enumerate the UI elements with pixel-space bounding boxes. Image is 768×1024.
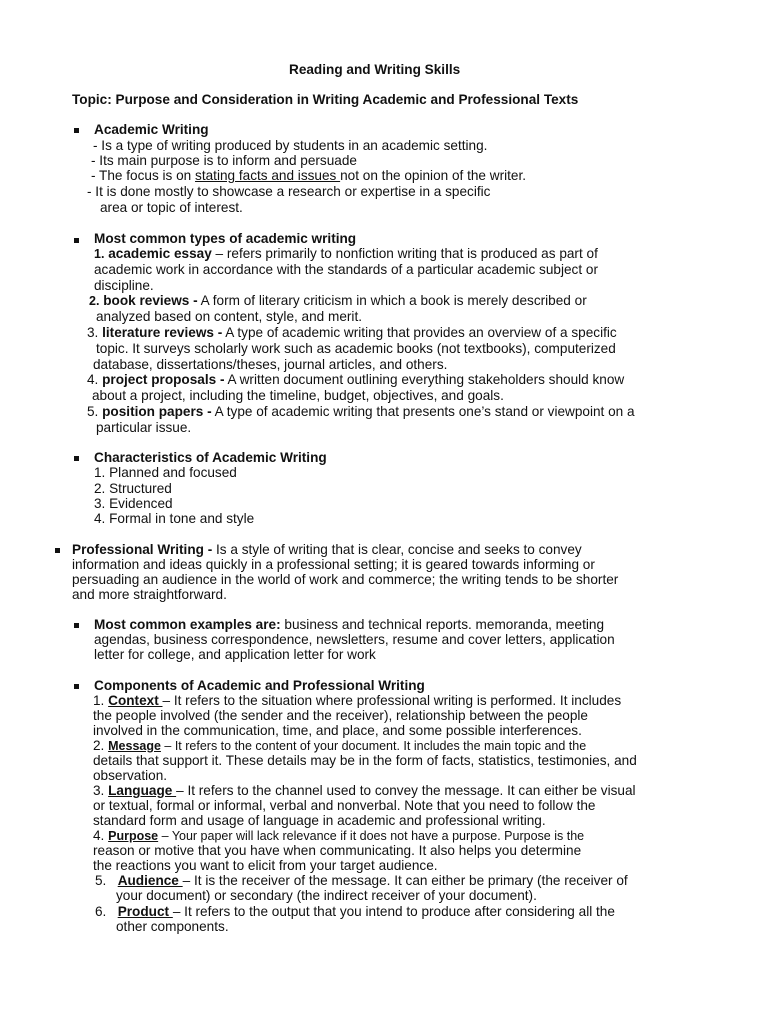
characteristic-item: 3. Evidenced	[94, 496, 173, 511]
academic-writing-line-5: area or topic of interest.	[100, 200, 243, 215]
characteristics-heading: Characteristics of Academic Writing	[94, 450, 327, 465]
component-item-purpose-cont: reason or motive that you have when communicating. It also helps you determine	[93, 843, 582, 858]
component-item-context-cont: the people involved (the sender and the receiver), relationship between the people	[93, 708, 588, 723]
type-item-5: 5. position papers - A type of academic writing that presents one’s stand or viewpoint on a	[87, 404, 635, 419]
component-item-audience: 5. Audience – It is the receiver of the message. It can either be primary (the receiver of	[95, 873, 628, 888]
bullet-icon	[74, 684, 79, 689]
component-item-context-cont: involved in the communication, time, and place, and some possible interferences.	[93, 723, 582, 738]
component-item-message-cont: details that support it. These details may be in the form of facts, statistics, testimonies, and	[93, 753, 637, 768]
type-item-3-cont: database, dissertations/theses, journal articles, and others.	[93, 357, 448, 372]
components-heading: Components of Academic and Professional Writing	[94, 678, 425, 693]
component-item-language: 3. Language – It refers to the channel used to convey the message. It can either be visual	[93, 783, 636, 798]
professional-writing-line-4: and more straightforward.	[72, 587, 227, 602]
component-item-language-cont: standard form and usage of language in academic and professional writing.	[93, 813, 546, 828]
bullet-icon	[74, 238, 79, 243]
type-item-2: 2. book reviews - A form of literary criticism in which a book is merely described or	[89, 293, 587, 308]
type-item-3: 3. literature reviews - A type of academic writing that provides an overview of a specific	[87, 325, 617, 340]
component-item-message: 2. Message – It refers to the content of your document. It includes the main topic and the	[93, 738, 587, 753]
bullet-icon	[55, 548, 60, 553]
type-item-5-cont: particular issue.	[96, 420, 192, 435]
component-item-purpose-cont: the reactions you want to elicit from your target audience.	[93, 858, 438, 873]
bullet-icon	[74, 456, 79, 461]
component-item-product-cont: other components.	[116, 919, 229, 934]
examples-line-3: letter for college, and application letter for work	[94, 647, 376, 662]
component-item-context: 1. Context – It refers to the situation where professional writing is performed. It includes	[93, 693, 622, 708]
type-item-4-cont: about a project, including the timeline, budget, objectives, and goals.	[92, 388, 504, 403]
types-heading: Most common types of academic writing	[94, 231, 357, 246]
type-item-3-cont: topic. It surveys scholarly work such as academic books (not textbooks), computerized	[96, 341, 616, 356]
topic-heading: Topic: Purpose and Consideration in Writing Academic and Professional Texts	[72, 92, 579, 107]
component-item-purpose: 4. Purpose – Your paper will lack relevance if it does not have a purpose. Purpose is the	[93, 828, 585, 843]
characteristic-item: 2. Structured	[94, 481, 172, 496]
type-item-1-cont: academic work in accordance with the standards of a particular academic subject or	[94, 262, 598, 277]
professional-writing-line-3: persuading an audience in the world of work and commerce; the writing tends to be shorter	[72, 572, 619, 587]
component-item-language-cont: or textual, formal or informal, verbal and nonverbal. Note that you need to follow the	[93, 798, 596, 813]
type-item-2-cont: analyzed based on content, style, and merit.	[96, 309, 362, 324]
professional-writing-line-2: information and ideas quickly in a professional setting; it is geared towards informing or	[72, 557, 595, 572]
characteristic-item: 1. Planned and focused	[94, 465, 237, 480]
academic-writing-line-3: - The focus is on stating facts and issues not on the opinion of the writer.	[91, 168, 527, 183]
bullet-icon	[74, 128, 79, 133]
academic-writing-line-1: - Is a type of writing produced by students in an academic setting.	[93, 138, 488, 153]
component-item-product: 6. Product – It refers to the output that you intend to produce after considering all the	[95, 904, 615, 919]
examples-line-2: agendas, business correspondence, newsletters, resume and cover letters, application	[94, 632, 615, 647]
professional-writing-line-1: Professional Writing - Is a style of writing that is clear, concise and seeks to convey	[72, 542, 582, 557]
bullet-icon	[74, 623, 79, 628]
type-item-4: 4. project proposals - A written document outlining everything stakeholders should know	[87, 372, 625, 387]
component-item-message-cont: observation.	[93, 768, 168, 783]
component-item-audience-cont: your document) or secondary (the indirect receiver of your document).	[116, 888, 537, 903]
underlined-phrase: stating facts and issues	[195, 168, 341, 183]
type-item-1: 1. academic essay – refers primarily to nonfiction writing that is produced as part of	[94, 246, 598, 261]
characteristic-item: 4. Formal in tone and style	[94, 511, 255, 526]
document-title: Reading and Writing Skills	[289, 62, 461, 77]
academic-writing-line-2: - Its main purpose is to inform and persuade	[91, 153, 357, 168]
examples-line-1: Most common examples are: business and technical reports. memoranda, meeting	[94, 617, 605, 632]
academic-writing-heading: Academic Writing	[94, 122, 209, 137]
academic-writing-line-4: - It is done mostly to showcase a research or expertise in a specific	[87, 184, 491, 199]
type-item-1-cont: discipline.	[94, 278, 154, 293]
